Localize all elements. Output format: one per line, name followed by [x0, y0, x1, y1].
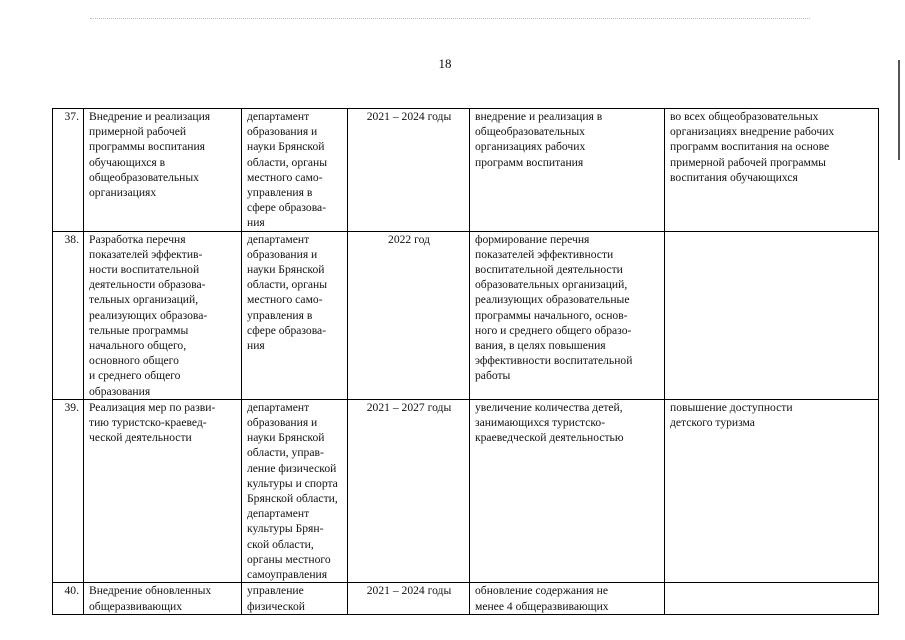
- row-number: 37.: [53, 109, 84, 232]
- target-indicator: во всех общеобразовательных организациях внедрение рабочих программ воспитания на основе примерной рабочей программы воспитания обучающихся: [665, 109, 879, 232]
- expected-result: обновление содержания не менее 4 общеразвивающих: [470, 583, 665, 614]
- table-row: [53, 399, 879, 582]
- activity-name: Внедрение обновленных общеразвивающих: [84, 583, 242, 614]
- activity-name: Разработка перечня показателей эффектив- ности воспитательной деятельности образова- тельных организаций, реализующих образова- тельные программы начального общего, основного общего и среднего общего образования: [84, 231, 242, 399]
- responsible-executors: департамент образования и науки Брянской области, органы местного само- управления в сфере образова- ния: [242, 109, 348, 232]
- implementation-period: 2021 – 2027 годы: [348, 399, 470, 582]
- table-row: [53, 583, 879, 614]
- implementation-period: 2021 – 2024 годы: [348, 583, 470, 614]
- implementation-period: 2022 год: [348, 231, 470, 399]
- target-indicator: повышение доступности детского туризма: [665, 399, 879, 582]
- expected-result: увеличение количества детей, занимающихся туристско- краеведческой деятельностью: [470, 399, 665, 582]
- implementation-period: 2021 – 2024 годы: [348, 109, 470, 232]
- table-row: [53, 231, 879, 399]
- responsible-executors: департамент образования и науки Брянской области, органы местного само- управления в сфере образова- ния: [242, 231, 348, 399]
- responsible-executors: департамент образования и науки Брянской области, управ- ление физической культуры и спорта Брянской области, департамент культуры Брян- ской области, органы местного самоуправления: [242, 399, 348, 582]
- table-row: [53, 109, 879, 232]
- activities-table: [52, 108, 879, 615]
- responsible-executors: управление физической: [242, 583, 348, 614]
- target-indicator: [665, 583, 879, 614]
- activity-name: Внедрение и реализация примерной рабочей программы воспитания обучающихся в общеобразовательных организациях: [84, 109, 242, 232]
- scan-edge-mark: [898, 60, 900, 160]
- row-number: 39.: [53, 399, 84, 582]
- row-number: 38.: [53, 231, 84, 399]
- page-number: 18: [438, 56, 452, 71]
- expected-result: формирование перечня показателей эффективности воспитательной деятельности образовательных организаций, реализующих образовательные программы начального, основ- ного и среднего общего образо- вания, в целях повышения эффективности воспитательной работы: [470, 231, 665, 399]
- activity-name: Реализация мер по разви- тию туристско-краевед- ческой деятельности: [84, 399, 242, 582]
- row-number: 40.: [53, 583, 84, 614]
- target-indicator: [665, 231, 879, 399]
- scan-artifact-line: [90, 18, 810, 20]
- expected-result: внедрение и реализация в общеобразовательных организациях рабочих программ воспитания: [470, 109, 665, 232]
